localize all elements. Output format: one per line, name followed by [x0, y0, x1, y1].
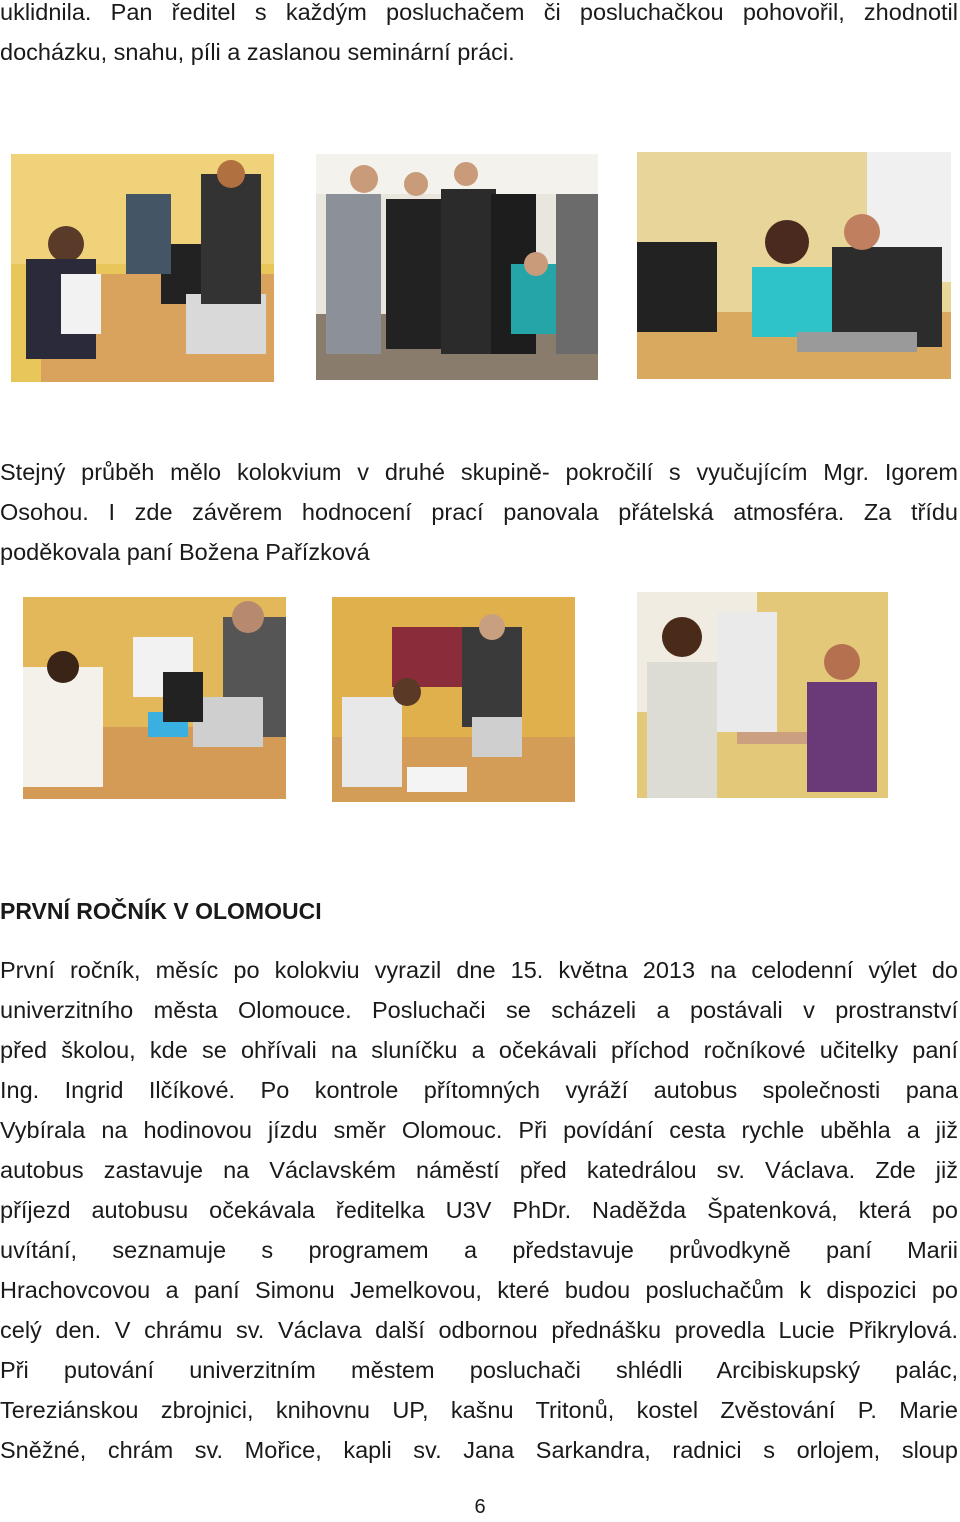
text-line: uvítání, seznamuje s programem a představuje průvodkyně paní Marii [0, 1237, 958, 1263]
text-line: První ročník, měsíc po kolokviu vyrazil dne 15. května 2013 na celodenní výlet do [0, 957, 958, 983]
text-line: docházku, snahu, píli a zaslanou seminární práci. [0, 39, 515, 65]
text-line: Hrachovcovou a paní Simonu Jemelkovou, které budou posluchačům k dispozici po [0, 1277, 958, 1303]
text-line: poděkovala paní Božena Pařízková [0, 539, 370, 565]
text-line: Stejný průběh mělo kolokvium v druhé skupině- pokročilí s vyučujícím Mgr. Igorem [0, 459, 958, 485]
text-line: Ing. Ingrid Ilčíkové. Po kontrole přítomných vyráží autobus společnosti pana [0, 1077, 958, 1103]
text-line: celý den. V chrámu sv. Václava další odbornou přednášku provedla Lucie Přikrylová. [0, 1317, 958, 1343]
photo-handshake [637, 592, 888, 798]
text-line: Osohou. I zde závěrem hodnocení prací panovala přátelská atmosféra. Za třídu [0, 499, 958, 525]
photo-classroom-with-printer [23, 597, 286, 799]
text-line: autobus zastavuje na Václavském náměstí před katedrálou sv. Václava. Zde již [0, 1157, 958, 1183]
section-paragraph [0, 950, 958, 1470]
text-line: před školou, kde se ohřívali na sluníčku a očekávali příchod ročníkové učitelky paní [0, 1037, 958, 1063]
photo-student-writing [332, 597, 575, 802]
page-number: 6 [474, 1496, 486, 1518]
second-group-paragraph [0, 452, 958, 572]
text-line: Tereziánskou zbrojnici, knihovnu UP, kašnu Tritonů, kostel Zvěstování P. Marie [0, 1397, 958, 1423]
text-line: příjezd autobusu očekávala ředitelka U3V PhDr. Naděžda Špatenková, která po [0, 1197, 958, 1223]
text-line: univerzitního města Olomouce. Posluchači se scházeli a postávali v prostranství [0, 997, 958, 1023]
text-line: Vybírala na hodinovou jízdu směr Olomouc. Při povídání cesta rychle uběhla a již [0, 1117, 958, 1143]
intro-paragraph [0, 0, 958, 72]
section-heading: PRVNÍ ROČNÍK V OLOMOUCI [0, 898, 322, 924]
photo-teachers-at-desk [637, 152, 951, 379]
text-line: uklidnila. Pan ředitel s každým posluchačem či posluchačkou pohovořil, zhodnotil [0, 0, 958, 25]
text-line: Sněžné, chrám sv. Mořice, kapli sv. Jana Sarkandra, radnici s orlojem, sloup [0, 1437, 958, 1463]
photo-classroom-students-at-computers [11, 154, 274, 382]
photo-group-portrait [316, 154, 598, 380]
text-line: Při putování univerzitním městem posluchači shlédli Arcibiskupský palác, [0, 1357, 958, 1383]
